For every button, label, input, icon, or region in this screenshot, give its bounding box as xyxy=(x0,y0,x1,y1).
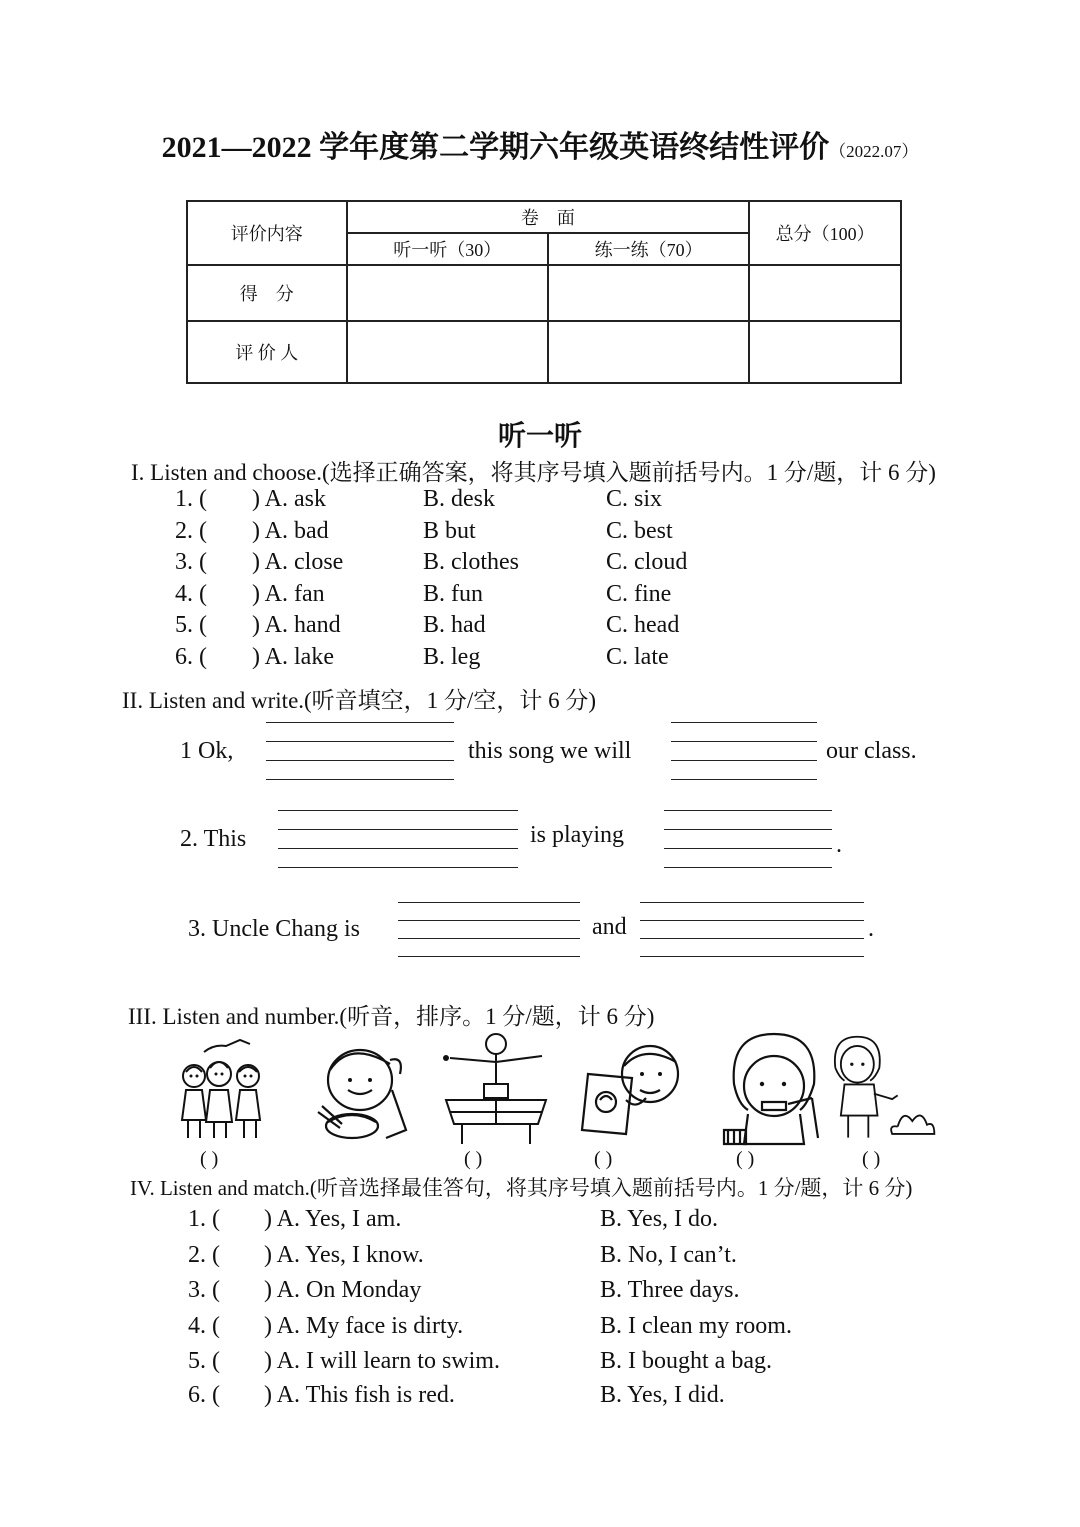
option-b: B. desk xyxy=(423,486,495,512)
sentence-3-start: 3. Uncle Chang is xyxy=(188,916,360,942)
answer-bracket[interactable]: ( ) xyxy=(862,1148,881,1170)
option-a: ) A. fan xyxy=(252,581,325,607)
part2-heading: II. Listen and write.(听音填空，1 分/空，计 6 分) xyxy=(122,688,596,713)
option-a: ) A. bad xyxy=(252,518,329,544)
sentence-2-middle: is playing xyxy=(530,822,624,848)
option-a: ) A. This fish is red. xyxy=(264,1382,455,1408)
title-main: 2021—2022 学年度第二学期六年级英语终结性评价 xyxy=(161,131,830,164)
item-number: 2. ( xyxy=(175,518,207,544)
table-cell xyxy=(347,321,548,383)
table-cell xyxy=(548,321,749,383)
sentence-1-start: 1 Ok, xyxy=(180,738,234,764)
option-c: C. six xyxy=(606,486,663,512)
man-ping-pong-picture xyxy=(442,1030,552,1148)
item-number: 5. ( xyxy=(188,1348,220,1374)
option-b: B. Yes, I did. xyxy=(600,1382,725,1408)
girl-eating-picture xyxy=(312,1030,422,1148)
item-number: 3. ( xyxy=(175,549,207,575)
answer-line xyxy=(266,722,454,723)
option-b: B. leg xyxy=(423,644,481,670)
option-a: ) A. hand xyxy=(252,612,341,638)
answer-line[interactable] xyxy=(640,938,864,939)
table-cell xyxy=(548,265,749,321)
answer-line xyxy=(640,956,864,957)
girl-brushing-teeth-picture xyxy=(718,1030,828,1148)
option-b: B. No, I can’t. xyxy=(600,1242,737,1268)
answer-line[interactable] xyxy=(671,760,817,761)
part3-heading: III. Listen and number.(听音，排序。1 分/题，计 6 分) xyxy=(128,1004,655,1029)
table-total-header: 总分（100） xyxy=(749,201,901,265)
table-row-score: 得 分 xyxy=(187,265,347,321)
answer-bracket[interactable]: ( ) xyxy=(200,1148,219,1170)
answer-line xyxy=(640,920,864,921)
option-b: B. Three days. xyxy=(600,1277,740,1303)
answer-line xyxy=(266,779,454,780)
answer-line xyxy=(640,902,864,903)
option-a: ) A. I will learn to swim. xyxy=(264,1348,500,1374)
answer-line xyxy=(664,829,832,830)
kids-singing-picture xyxy=(172,1030,282,1148)
item-number: 6. ( xyxy=(188,1382,220,1408)
option-b: B. clothes xyxy=(423,549,519,575)
answer-line xyxy=(398,920,580,921)
item-number: 2. ( xyxy=(188,1242,220,1268)
option-c: C. late xyxy=(606,644,669,670)
option-b: B but xyxy=(423,518,476,544)
table-header-label: 评价内容 xyxy=(187,201,347,265)
option-c: C. fine xyxy=(606,581,672,607)
option-a: ) A. close xyxy=(252,549,344,575)
item-number: 3. ( xyxy=(188,1277,220,1303)
answer-line[interactable] xyxy=(266,760,454,761)
option-a: ) A. Yes, I know. xyxy=(264,1242,424,1268)
option-c: C. best xyxy=(606,518,673,544)
answer-line xyxy=(671,741,817,742)
sentence-3-end: . xyxy=(868,916,874,942)
option-a: ) A. My face is dirty. xyxy=(264,1313,464,1339)
sentence-2-start: 2. This xyxy=(180,826,247,852)
item-number: 5. ( xyxy=(175,612,207,638)
answer-line xyxy=(266,741,454,742)
option-a: ) A. ask xyxy=(252,486,326,512)
option-b: B. I bought a bag. xyxy=(600,1348,772,1374)
answer-line xyxy=(398,902,580,903)
sentence-1-end: our class. xyxy=(826,738,917,764)
sentence-1-middle: this song we will xyxy=(468,738,632,764)
option-b: B. had xyxy=(423,612,486,638)
answer-line xyxy=(398,956,580,957)
answer-line xyxy=(664,810,832,811)
answer-line xyxy=(671,779,817,780)
option-b: B. Yes, I do. xyxy=(600,1206,719,1232)
girl-gardening-picture xyxy=(828,1030,938,1148)
answer-bracket[interactable]: ( ) xyxy=(464,1148,483,1170)
answer-line[interactable] xyxy=(398,938,580,939)
table-row-grader: 评 价 人 xyxy=(187,321,347,383)
table-col-practice: 练一练（70） xyxy=(548,233,749,265)
option-c: C. cloud xyxy=(606,549,688,575)
answer-line[interactable] xyxy=(278,848,518,849)
item-number: 4. ( xyxy=(175,581,207,607)
section-title: 听一听 xyxy=(497,421,582,452)
table-cell xyxy=(749,265,901,321)
option-a: ) A. On Monday xyxy=(264,1277,422,1303)
option-c: C. head xyxy=(606,612,680,638)
item-number: 1. ( xyxy=(188,1206,220,1232)
table-col-listen: 听一听（30） xyxy=(347,233,548,265)
page-title xyxy=(0,122,1080,166)
answer-line[interactable] xyxy=(664,848,832,849)
option-a: ) A. lake xyxy=(252,644,334,670)
sentence-3-middle: and xyxy=(592,914,627,940)
table-cell xyxy=(749,321,901,383)
title-date: （2022.07） xyxy=(829,142,919,161)
answer-line xyxy=(664,867,832,868)
sentence-2-end: . xyxy=(836,832,842,858)
part1-heading: I. Listen and choose.(选择正确答案，将其序号填入题前括号内。1 分/题，计 6 分) xyxy=(131,460,936,485)
answer-line xyxy=(278,867,518,868)
answer-line xyxy=(671,722,817,723)
boy-drawing-picture xyxy=(580,1030,690,1148)
answer-line xyxy=(278,829,518,830)
answer-bracket[interactable]: ( ) xyxy=(594,1148,613,1170)
item-number: 1. ( xyxy=(175,486,207,512)
score-table xyxy=(186,200,902,384)
answer-bracket[interactable]: ( ) xyxy=(736,1148,755,1170)
table-cell xyxy=(347,265,548,321)
item-number: 6. ( xyxy=(175,644,207,670)
option-a: ) A. Yes, I am. xyxy=(264,1206,402,1232)
answer-line xyxy=(278,810,518,811)
option-b: B. I clean my room. xyxy=(600,1313,792,1339)
item-number: 4. ( xyxy=(188,1313,220,1339)
table-group-header: 卷 面 xyxy=(347,201,750,233)
option-b: B. fun xyxy=(423,581,483,607)
part4-heading: IV. Listen and match.(听音选择最佳答句，将其序号填入题前括号内。1 分/题，计 6 分) xyxy=(130,1176,913,1200)
